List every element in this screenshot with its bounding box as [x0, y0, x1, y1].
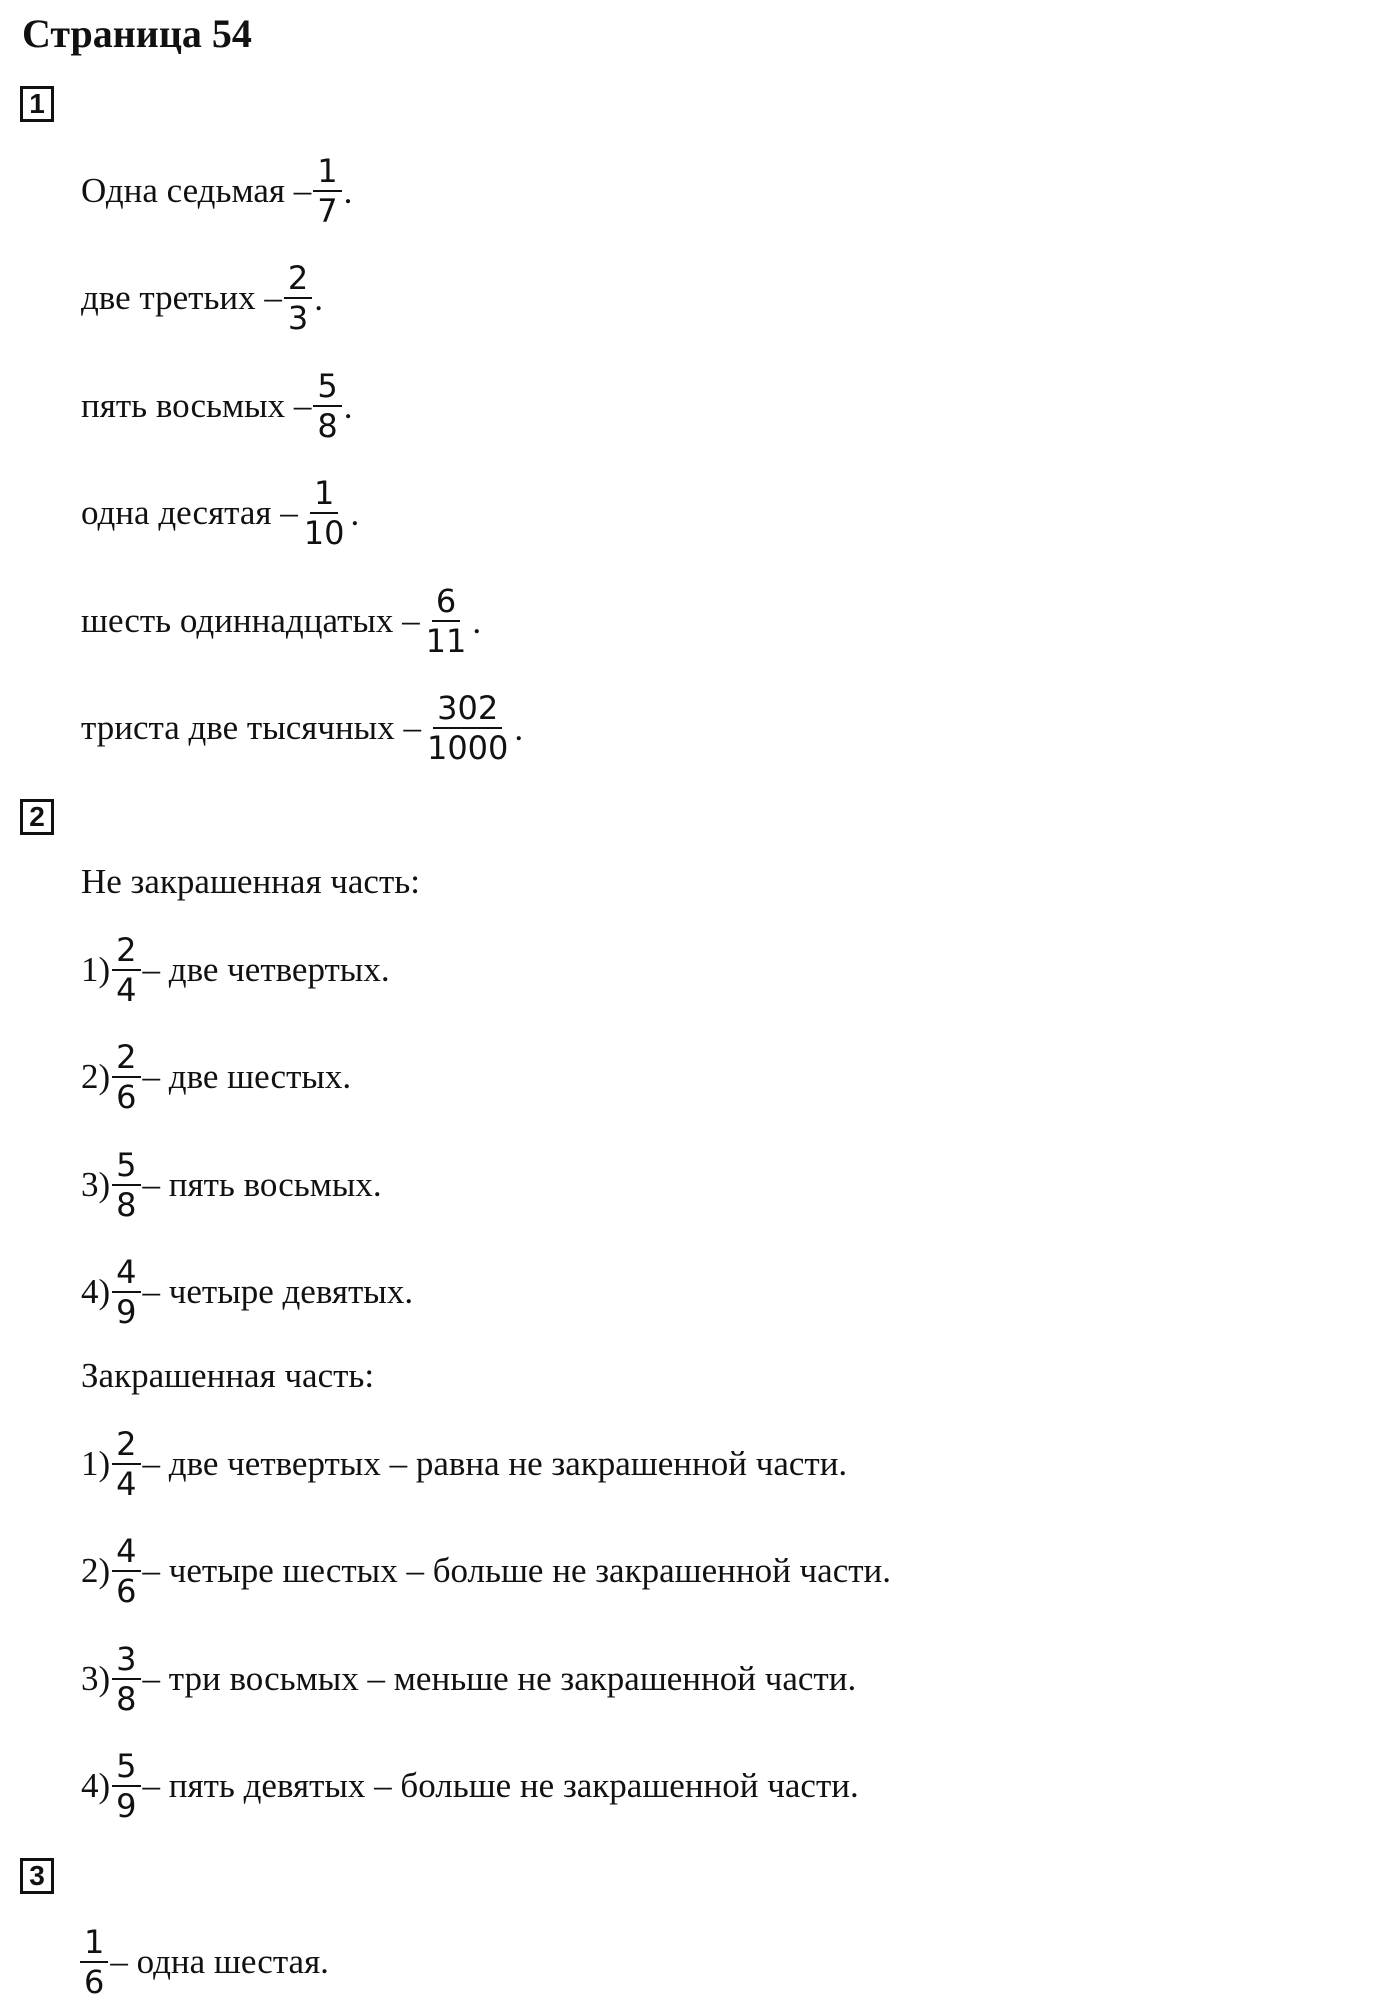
numerator: 4: [112, 1253, 140, 1293]
denominator: 4: [116, 971, 137, 1009]
period: .: [314, 279, 324, 318]
item-text: – три восьмых – меньше не закрашенной части.: [142, 1659, 857, 1698]
fraction-name: одна десятая –: [81, 493, 298, 532]
fraction: [284, 259, 312, 337]
item-label: 1): [81, 1444, 111, 1483]
denominator: 8: [116, 1186, 137, 1224]
task1-line-6: [81, 683, 523, 773]
numerator: 2: [284, 259, 312, 299]
denominator: 7: [317, 192, 338, 230]
numerator: 1: [310, 474, 338, 514]
shaded-line-2: [81, 1526, 891, 1616]
item-text: – одна шестая.: [110, 1942, 329, 1981]
fraction-name: пять восьмых –: [81, 386, 312, 425]
item-label: 2): [81, 1551, 111, 1590]
numerator: 302: [433, 689, 502, 729]
task1-line-5: [81, 576, 481, 666]
fraction: [112, 931, 140, 1009]
period: .: [343, 172, 353, 211]
numerator: 5: [313, 367, 341, 407]
denominator: 6: [116, 1078, 137, 1116]
numerator: 5: [112, 1747, 140, 1787]
fraction: [112, 1640, 140, 1718]
task-number-1: 1: [20, 86, 54, 122]
denominator: 3: [287, 299, 309, 337]
period: .: [343, 387, 353, 426]
item-text: – две четвертых.: [142, 950, 390, 989]
fraction: [80, 1923, 108, 2001]
denominator: 9: [116, 1787, 137, 1825]
denominator: 10: [303, 514, 345, 552]
item-label: 3): [81, 1165, 111, 1204]
numerator: 2: [112, 1038, 140, 1078]
numerator: 1: [313, 152, 341, 192]
fraction: [112, 1747, 140, 1825]
period: .: [472, 602, 482, 641]
item-text: – две шестых.: [142, 1057, 352, 1096]
item-text: – четыре девятых.: [142, 1272, 414, 1311]
fraction-name: две третьих –: [81, 278, 282, 317]
fraction: [422, 582, 471, 660]
item-text: – две четвертых – равна не закрашенной части.: [142, 1444, 848, 1483]
task-number-2: 2: [20, 799, 54, 835]
shaded-line-1: [81, 1419, 847, 1509]
fraction: [112, 1425, 140, 1503]
page-title: Страница 54: [22, 11, 252, 56]
shaded-heading: Закрашенная часть:: [81, 1356, 375, 1395]
fraction: [112, 1146, 140, 1224]
numerator: 2: [112, 1425, 140, 1465]
numerator: 5: [112, 1146, 140, 1186]
denominator: 6: [84, 1963, 105, 2001]
denominator: 8: [317, 407, 338, 445]
task3-line-1: [78, 1917, 329, 2007]
numerator: 6: [432, 582, 460, 622]
numerator: 3: [112, 1640, 140, 1680]
fraction: [112, 1532, 140, 1610]
item-text: – четыре шестых – больше не закрашенной части.: [142, 1551, 891, 1590]
denominator: 1000: [426, 729, 509, 767]
denominator: 11: [425, 622, 467, 660]
denominator: 8: [116, 1680, 137, 1718]
item-label: 1): [81, 950, 111, 989]
fraction-name: триста две тысячных –: [81, 708, 421, 747]
item-label: 4): [81, 1272, 111, 1311]
item-text: – пять восьмых.: [142, 1165, 382, 1204]
shaded-line-3: [81, 1634, 856, 1724]
task1-line-2: [81, 253, 323, 343]
fraction: [300, 474, 349, 552]
denominator: 9: [116, 1293, 137, 1331]
task1-line-1: [81, 146, 352, 236]
item-label: 3): [81, 1659, 111, 1698]
task1-line-4: [81, 468, 359, 558]
numerator: 2: [112, 931, 140, 971]
denominator: 6: [116, 1572, 137, 1610]
numerator: 1: [80, 1923, 108, 1963]
unshaded-line-4: [81, 1247, 413, 1337]
item-label: 4): [81, 1766, 111, 1805]
period: .: [350, 494, 360, 533]
period: .: [514, 709, 524, 748]
unshaded-line-1: [81, 925, 390, 1015]
fraction-name: Одна седьмая –: [81, 171, 312, 210]
fraction: [112, 1253, 140, 1331]
task-number-3: 3: [20, 1858, 54, 1894]
unshaded-line-3: [81, 1140, 382, 1230]
unshaded-line-2: [81, 1032, 351, 1122]
fraction: [313, 152, 341, 230]
shaded-line-4: [81, 1741, 859, 1831]
fraction: [112, 1038, 140, 1116]
numerator: 4: [112, 1532, 140, 1572]
unshaded-heading: Не закрашенная часть:: [81, 862, 420, 901]
fraction-name: шесть одиннадцатых –: [81, 601, 420, 640]
item-text: – пять девятых – больше не закрашенной части.: [142, 1766, 859, 1805]
fraction: [423, 689, 512, 767]
item-label: 2): [81, 1057, 111, 1096]
fraction: [313, 367, 341, 445]
task1-line-3: [81, 361, 353, 451]
denominator: 4: [116, 1465, 137, 1503]
